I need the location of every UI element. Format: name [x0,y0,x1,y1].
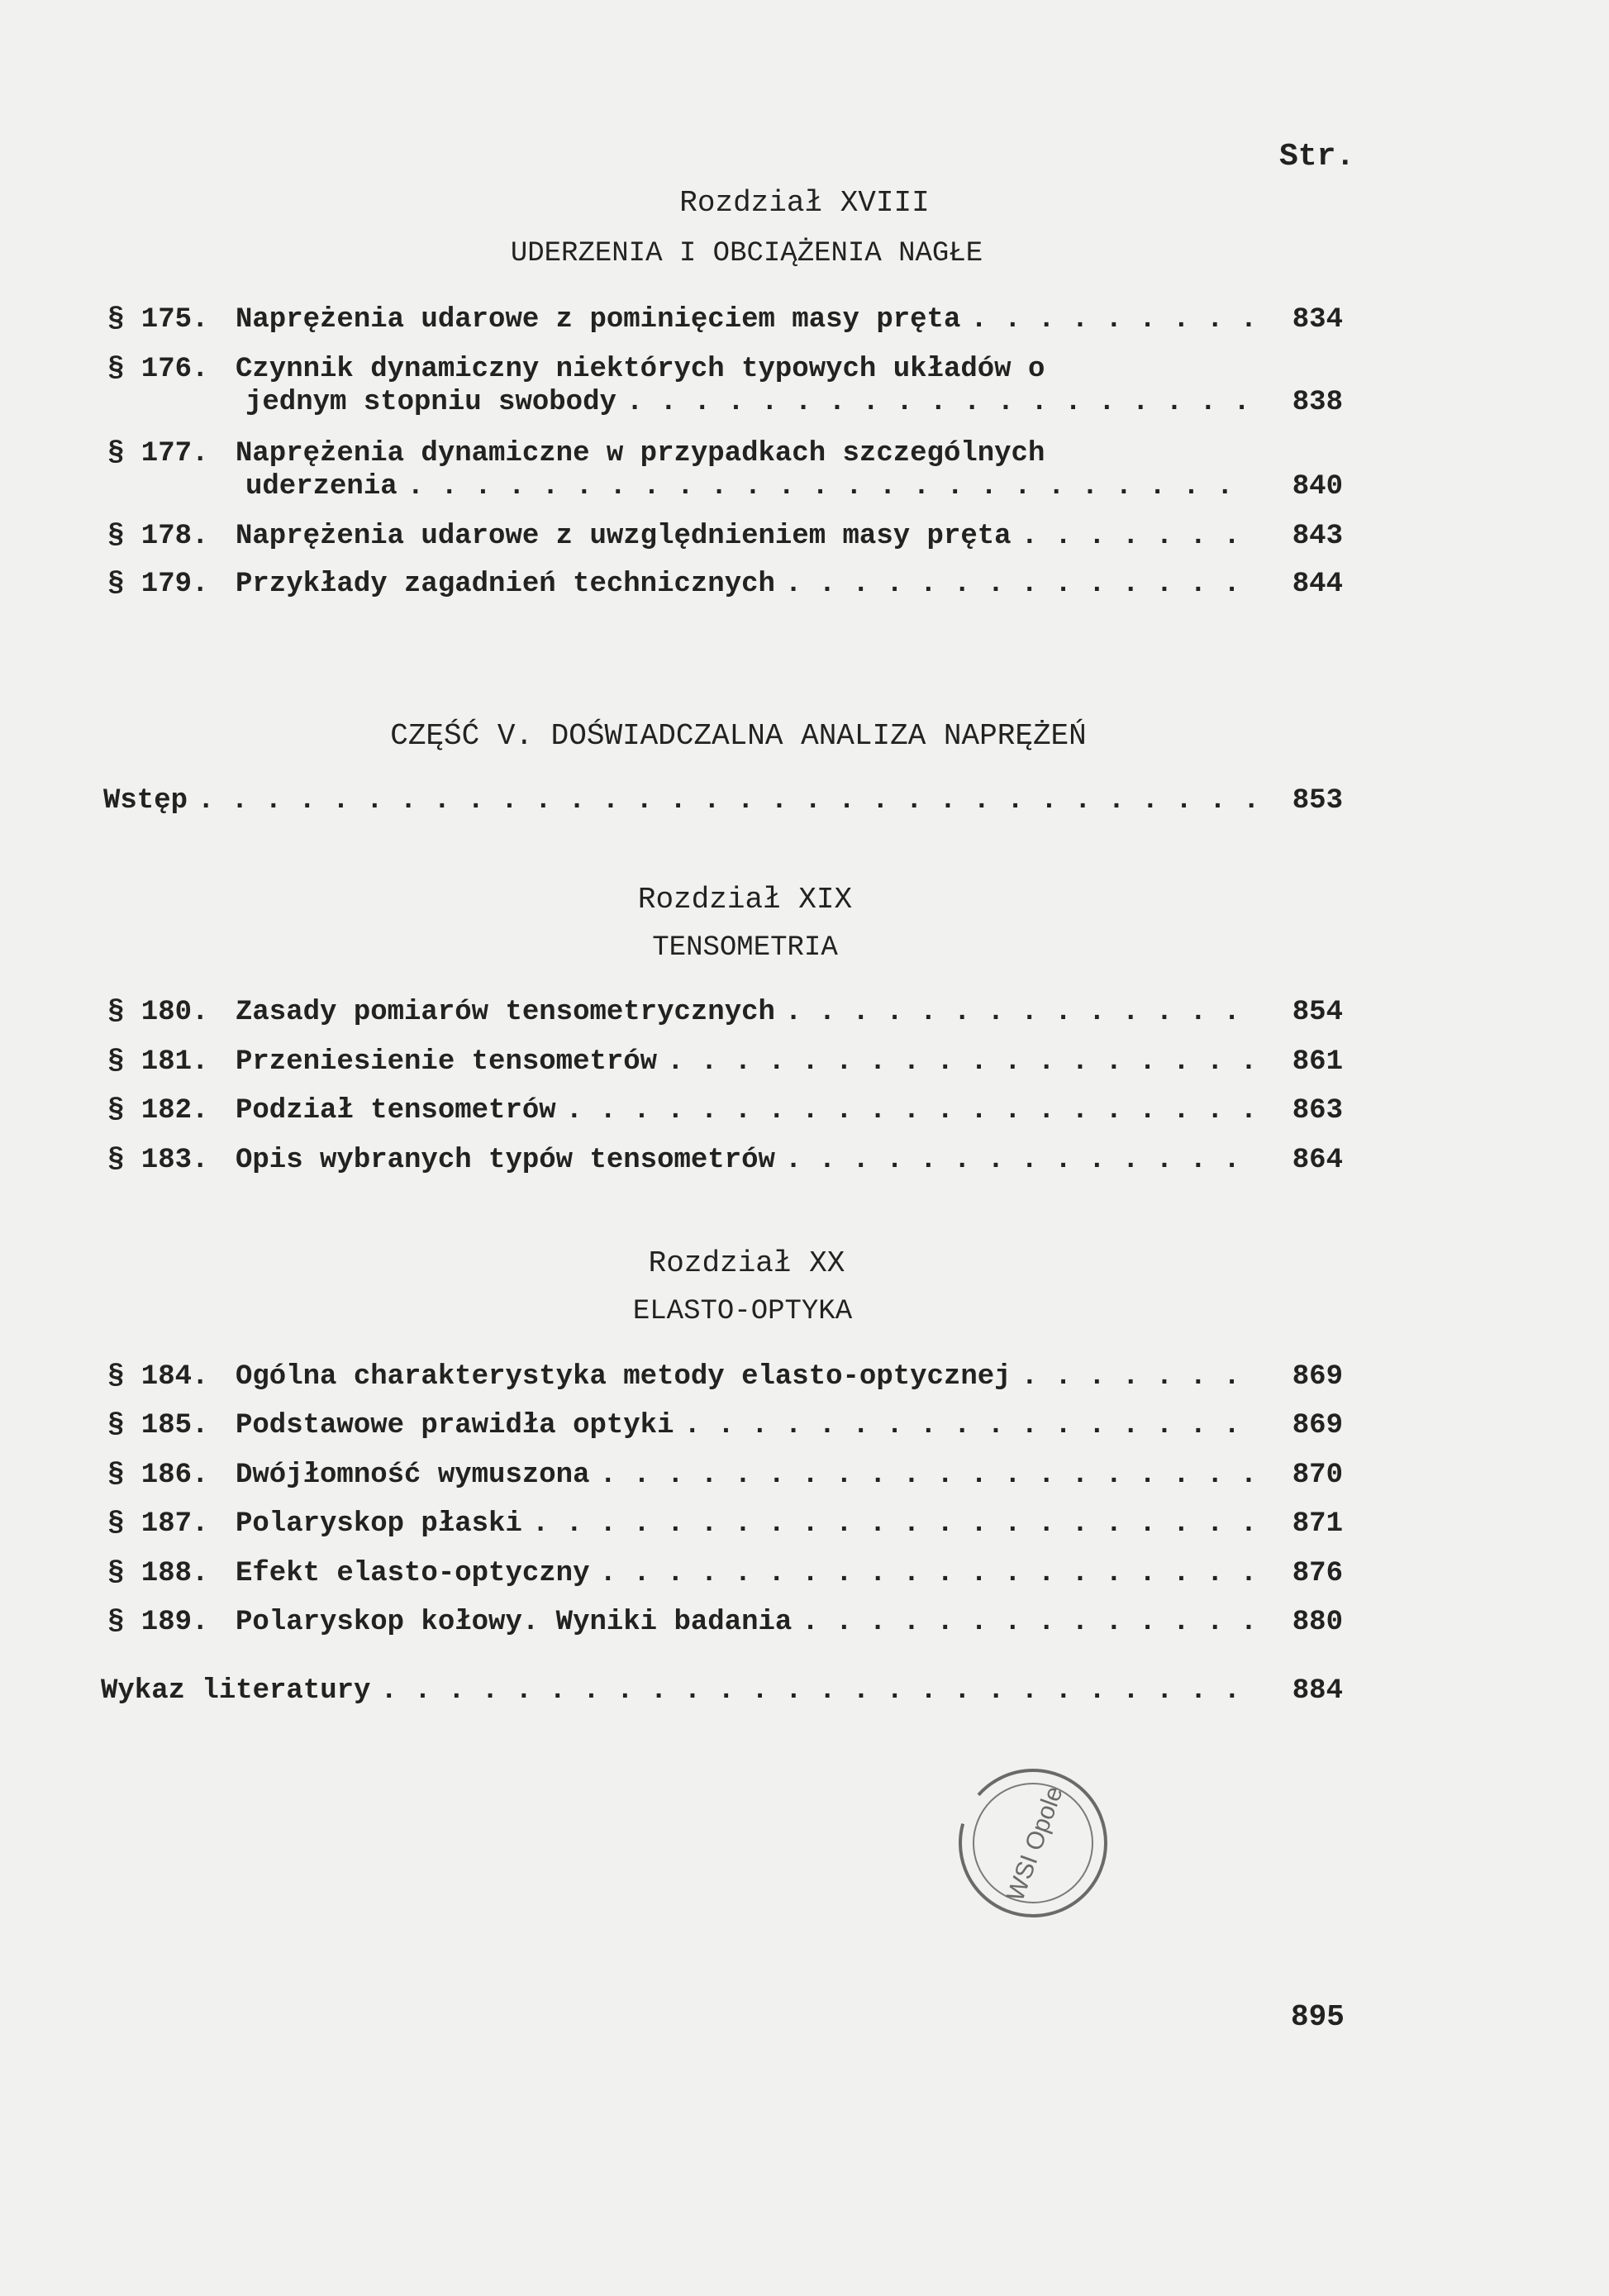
entry-number: § 176. [107,354,209,385]
chapter-19-heading: Rozdział XIX [637,883,853,917]
entry-page: 871 [1292,1508,1343,1540]
entry-page: 884 [1292,1675,1343,1707]
entry-title: Polaryskop kołowy. Wyniki badania [236,1607,793,1638]
entry-number: § 183. [107,1145,209,1176]
entry-page: 870 [1292,1460,1343,1491]
entry-page: 864 [1292,1145,1343,1176]
entry-title: Dwójłomność wymuszona [236,1460,590,1491]
entry-number: § 178. [107,521,209,552]
dot-leader [599,1460,1254,1491]
toc-entry-intro[interactable] [103,785,1343,825]
entry-page: 854 [1292,997,1343,1028]
toc-entry-183[interactable] [107,1145,1343,1184]
entry-number: § 175. [107,304,209,336]
entry-title: Ogólna charakterystyka metody elasto-optycznej [236,1361,1012,1393]
entry-page: 880 [1292,1607,1343,1638]
entry-number: § 189. [107,1607,209,1638]
entry-page: 869 [1292,1410,1343,1441]
dot-leader [532,1508,1254,1540]
entry-page: 853 [1292,785,1343,817]
toc-entry-186[interactable] [107,1460,1343,1499]
stamp-text: WSI Opole [1002,1783,1069,1905]
entry-page: 834 [1292,304,1343,336]
chapter-18-heading: Rozdział XVIII [679,186,930,220]
dot-leader [785,569,1254,600]
dot-leader [1021,1361,1254,1393]
entry-page: 876 [1292,1558,1343,1589]
entry-number: § 177. [107,438,209,469]
entry-title: Naprężenia dynamiczne w przypadkach szczególnych [236,438,1045,469]
dot-leader [667,1046,1254,1078]
part-5-title: CZĘŚĆ V. DOŚWIADCZALNA ANALIZA NAPRĘŻEŃ [390,719,1087,753]
toc-entry-185[interactable] [107,1410,1343,1450]
dot-leader [380,1675,1254,1707]
entry-title: Opis wybranych typów tensometrów [236,1145,775,1176]
dot-leader [626,387,1254,418]
entry-title: Podział tensometrów [236,1095,556,1127]
entry-page: 861 [1292,1046,1343,1078]
toc-entry-182[interactable] [107,1095,1343,1135]
chapter-18-title: UDERZENIA I OBCIĄŻENIA NAGŁE [510,238,983,269]
toc-entry-187[interactable] [107,1508,1343,1548]
entry-number: § 185. [107,1410,209,1441]
dot-leader [684,1410,1255,1441]
entry-title: Polaryskop płaski [236,1508,522,1540]
entry-number: § 186. [107,1460,209,1491]
entry-title: Zasady pomiarów tensometrycznych [236,997,775,1028]
dot-leader [785,997,1254,1028]
dot-leader [599,1558,1254,1589]
entry-number: § 180. [107,997,209,1028]
entry-number: § 179. [107,569,209,600]
toc-entry-179[interactable] [107,569,1343,608]
entry-title: Wstęp [103,785,188,817]
toc-entry-184[interactable] [107,1361,1343,1401]
toc-entry-bibliography[interactable] [101,1675,1343,1715]
entry-title: Przykłady zagadnień technicznych [236,569,775,600]
entry-title: Naprężenia udarowe z pominięciem masy pręta [236,304,961,336]
entry-title-continued: jednym stopniu swobody [245,387,616,418]
dot-leader [802,1607,1254,1638]
toc-entry-177[interactable] [107,438,1343,511]
entry-number: § 181. [107,1046,209,1078]
entry-number: § 184. [107,1361,209,1393]
entry-number: § 187. [107,1508,209,1540]
dot-leader [198,785,1254,817]
dot-leader [785,1145,1254,1176]
entry-title: Wykaz literatury [101,1675,371,1707]
toc-entry-180[interactable] [107,997,1343,1036]
toc-entry-189[interactable] [107,1607,1343,1646]
toc-entry-175[interactable] [107,304,1343,344]
chapter-20-title: ELASTO-OPTYKA [632,1296,853,1327]
entry-number: § 182. [107,1095,209,1127]
chapter-20-heading: Rozdział XX [648,1246,845,1280]
entry-title: Przeniesienie tensometrów [236,1046,658,1078]
entry-page: 863 [1292,1095,1343,1127]
entry-page: 869 [1292,1361,1343,1393]
entry-title: Czynnik dynamiczny niektórych typowych układów o [236,354,1045,385]
toc-entry-176[interactable] [107,354,1343,426]
toc-entry-188[interactable] [107,1558,1343,1598]
page-column-label: Str. [1279,139,1355,174]
dot-leader [566,1095,1254,1127]
toc-entry-178[interactable] [107,521,1343,560]
entry-page: 843 [1292,521,1343,552]
dot-leader [970,304,1254,336]
chapter-19-title: TENSOMETRIA [652,932,838,964]
page-number: 895 [1291,2000,1345,2034]
entry-page: 840 [1292,471,1343,503]
entry-title-continued: uderzenia [245,471,397,503]
entry-number: § 188. [107,1558,209,1589]
entry-page: 838 [1292,387,1343,418]
toc-entry-181[interactable] [107,1046,1343,1086]
entry-title: Efekt elasto-optyczny [236,1558,590,1589]
entry-page: 844 [1292,569,1343,600]
library-stamp [950,1760,1116,1926]
entry-title: Naprężenia udarowe z uwzględnieniem masy pręta [236,521,1012,552]
entry-title: Podstawowe prawidła optyki [236,1410,674,1441]
dot-leader [1021,521,1254,552]
dot-leader [407,471,1254,503]
